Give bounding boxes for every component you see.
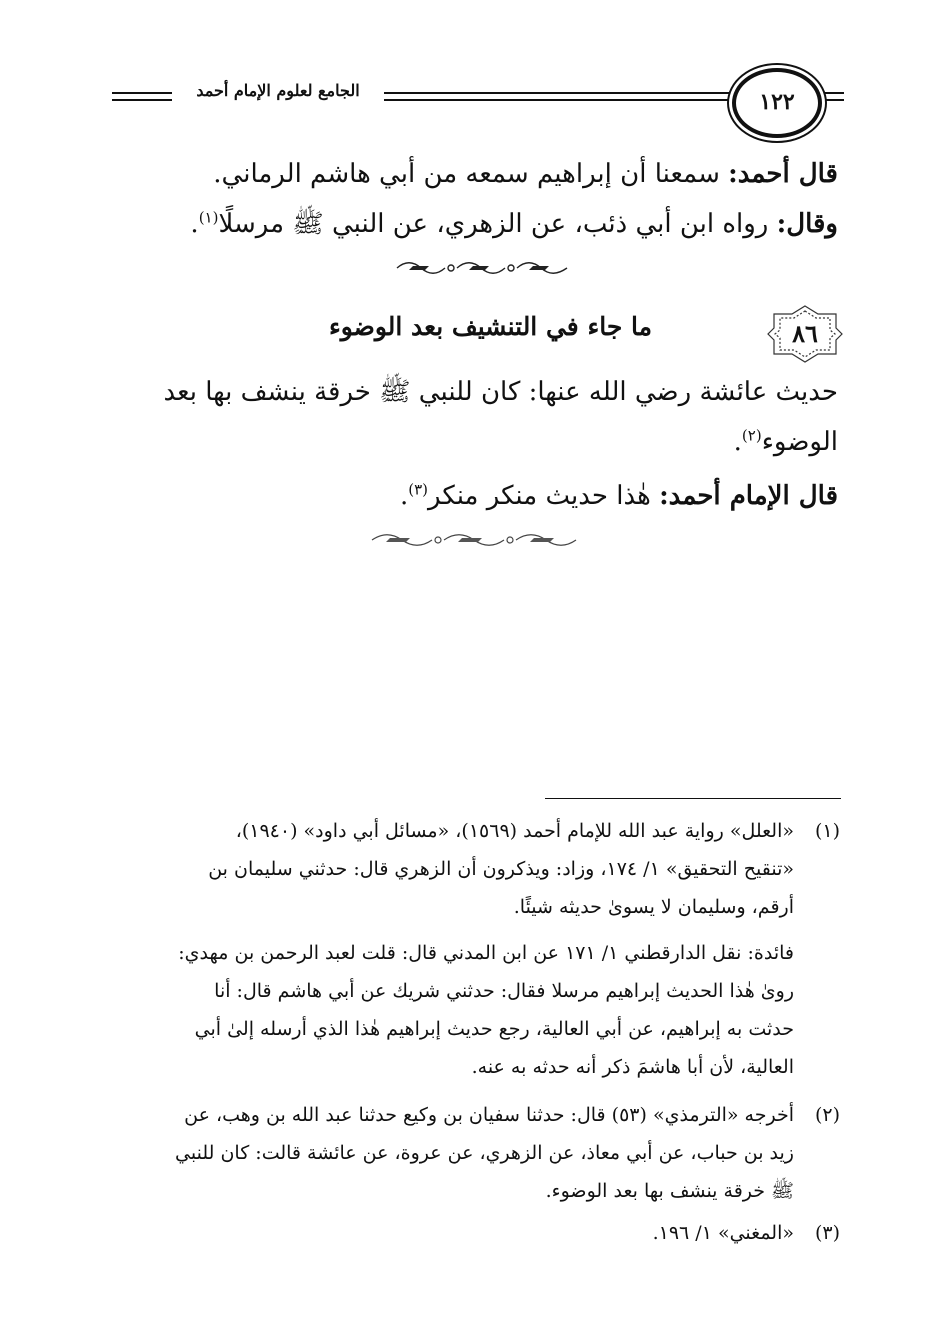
footnote-2 (118, 1096, 840, 1210)
footnote-line: حدثت به إبراهيم، عن أبي العالية، رجع حديث إبراهيم هٰذا الذي أرسله إلىٰ أبي (194, 1018, 794, 1040)
footnote-3 (118, 1214, 840, 1252)
paragraph-2 (190, 200, 838, 248)
paragraph-end: . (399, 481, 409, 511)
page-number: ١٢٢ (759, 89, 795, 115)
paragraph-text: سمعنا أن إبراهيم سمعه من أبي هاشم الرماني. (213, 159, 720, 189)
footnote-number: (٣) (814, 1222, 840, 1244)
section-number-badge (766, 304, 844, 364)
page-header (112, 68, 848, 138)
footnote-separator (545, 798, 841, 799)
header-rule-left-lower (112, 99, 172, 101)
footnote-line: أخرجه «الترمذي» (٥٣) قال: حدثنا سفيان بن وكيع حدثنا عبد الله بن وهب، عن (184, 1104, 794, 1126)
paragraph-end: . (733, 427, 742, 457)
footnote-line: «تنقيح التحقيق» ١/ ١٧٤، وزاد: ويذكرون أن الزهري قال: حدثني سليمان بن (208, 858, 794, 880)
footnote-line: ﷺ خرقة ينشف بها بعد الوضوء. (545, 1180, 794, 1202)
section-number: ٨٦ (792, 319, 818, 348)
running-title: الجامع لعلوم الإمام أحمد (196, 81, 360, 100)
ornament-divider-icon (395, 260, 571, 276)
paragraph-3-line-1: حديث عائشة رضي الله عنها: كان للنبي ﷺ خرقة ينشف بها بعد (163, 377, 838, 407)
paragraph-1 (213, 150, 838, 198)
page-number-badge (732, 68, 822, 138)
speaker-label: وقال: (776, 209, 838, 239)
footnote-line: «العلل» رواية عبد الله للإمام أحمد (١٥٦٩)، «مسائل أبي داود» (١٩٤٠)، (235, 820, 794, 842)
paragraph-4 (400, 472, 838, 520)
footnote-line: فائدة: نقل الدارقطني ١/ ١٧١ عن ابن المدني قال: قلت لعبد الرحمن بن مهدي: (178, 942, 794, 964)
paragraph-end: . (190, 209, 199, 239)
footnote-number: (١) (814, 820, 840, 842)
paragraph-3-line-2 (734, 418, 838, 466)
paragraph-text: الوضوء (761, 427, 838, 457)
footnote-1-note (118, 934, 794, 1086)
footnote-line: العالية، لأن أبا هاشمَ ذكر أنه حدثه به عنه. (471, 1056, 794, 1078)
ornament-divider-icon (370, 532, 580, 548)
section-title: ما جاء في التنشيف بعد الوضوء (328, 312, 652, 341)
footnote-ref: (٢) (741, 426, 762, 445)
footnote-line: «المغني» ١/ ١٩٦. (652, 1222, 794, 1244)
header-rule-left (112, 92, 172, 94)
footnote-ref: (١) (198, 208, 219, 227)
paragraph-text: هٰذا حديث منكر منكر (427, 481, 651, 511)
footnote-line: زيد بن حباب، عن أبي معاذ، عن الزهري، عن عروة، عن عائشة قالت: كان للنبي (175, 1142, 794, 1164)
footnote-line: أرقم، وسليمان لا يسوىٰ حديثه شيئًا. (513, 896, 794, 918)
footnote-number: (٢) (814, 1104, 840, 1126)
speaker-label: قال أحمد: (728, 159, 838, 189)
footnote-1 (118, 812, 840, 926)
footnote-ref: (٣) (408, 480, 428, 499)
speaker-label: قال الإمام أحمد: (659, 481, 838, 511)
footnote-line: روىٰ هٰذا الحديث إبراهيم مرسلا فقال: حدثني شريك عن أبي هاشم قال: أنا (214, 980, 794, 1002)
paragraph-text: رواه ابن أبي ذئب، عن الزهري، عن النبي ﷺ مرسلًا (218, 209, 769, 239)
